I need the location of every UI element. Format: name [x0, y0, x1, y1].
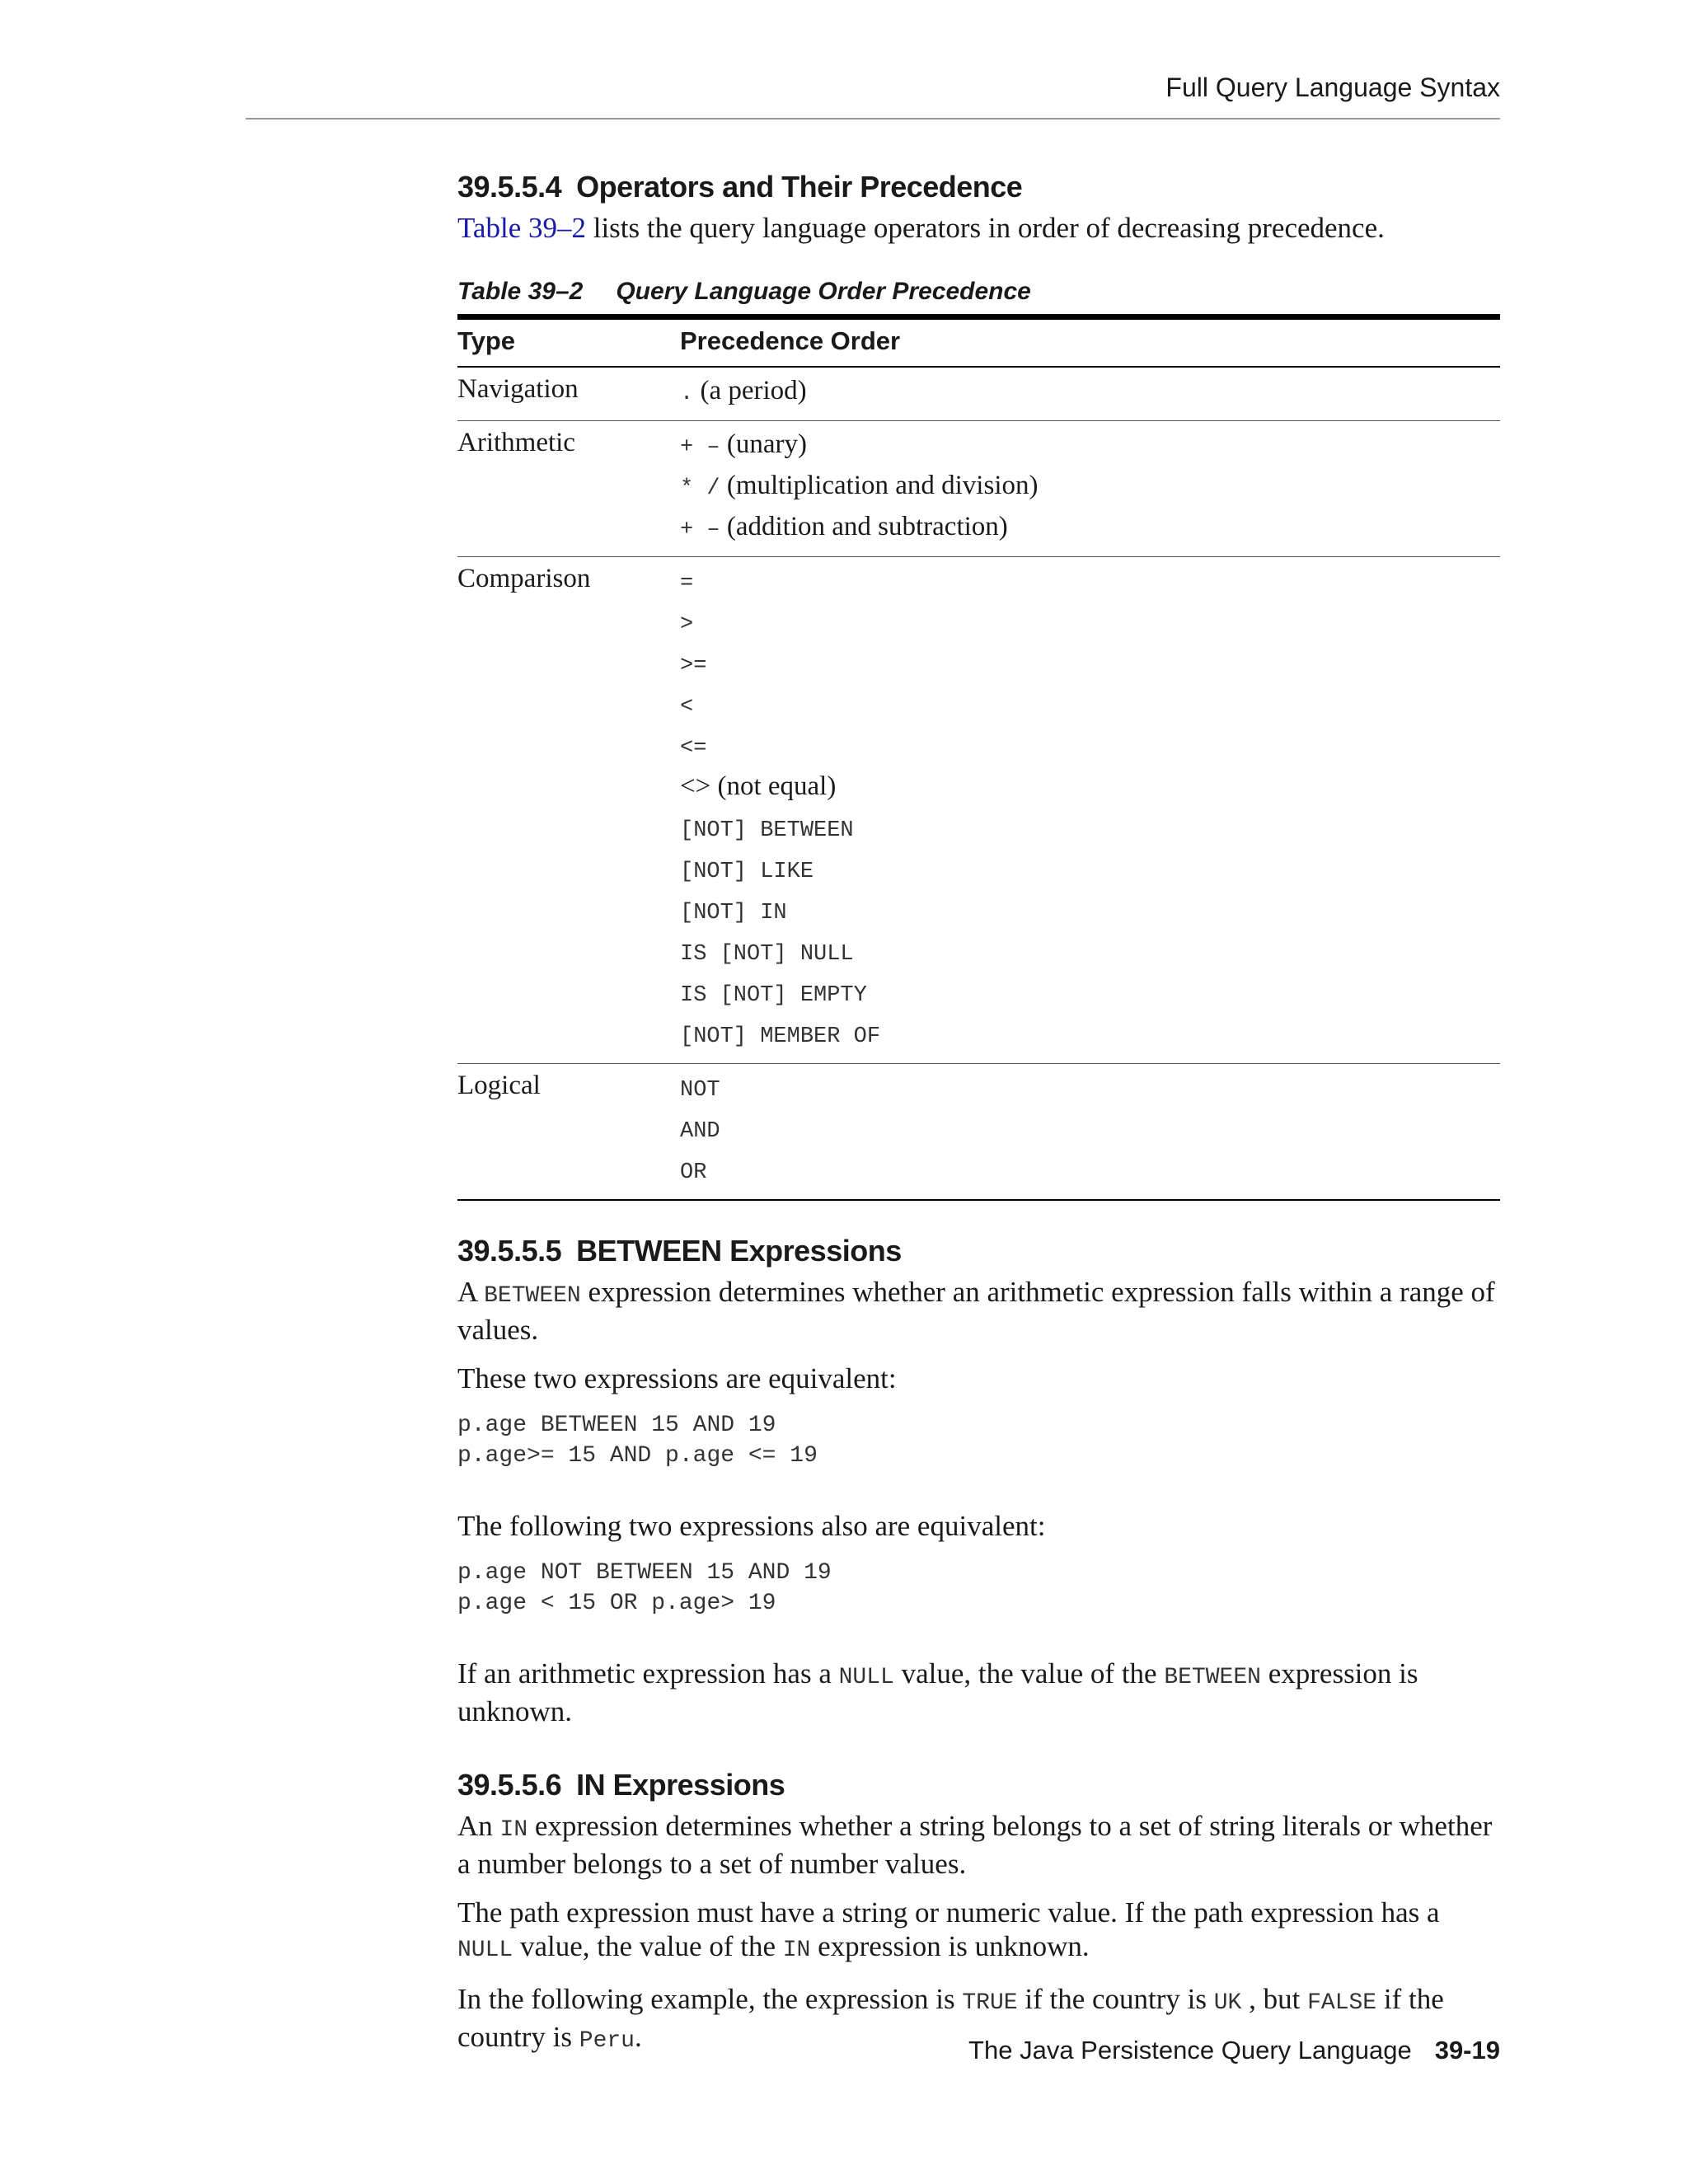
operator-entry	[680, 893, 1500, 935]
text: value, the value of the	[893, 1657, 1165, 1690]
operator-symbol: * /	[680, 476, 720, 501]
text: expression is unknown.	[457, 1657, 1418, 1727]
cell-type: Arithmetic	[457, 421, 680, 557]
between-paragraph-3: The following two expressions also are equivalent:	[457, 1510, 1046, 1542]
operator-entry	[680, 935, 1500, 976]
operators-intro	[457, 211, 1500, 245]
table-row	[457, 421, 1500, 557]
intro-text: lists the query language operators in order of decreasing precedence.	[585, 212, 1385, 244]
text: if the country is	[457, 1983, 1444, 2053]
section-number: 39.5.5.4	[457, 170, 562, 204]
operator-symbol: OR	[680, 1160, 707, 1185]
table-caption	[457, 278, 1500, 306]
operator-symbol: [NOT] MEMBER OF	[680, 1024, 881, 1049]
operator-description: (unary)	[720, 429, 807, 459]
code-example-2: p.age NOT BETWEEN 15 AND 19 p.age < 15 OR p.age> 19	[457, 1560, 832, 1616]
section-number: 39.5.5.6	[457, 1768, 562, 1802]
operator-description: (addition and subtraction)	[720, 512, 1008, 541]
between-paragraph-4	[457, 1657, 1500, 1728]
cell-precedence-order	[680, 557, 1500, 1064]
precedence-table	[457, 314, 1500, 1201]
text: if the country is	[1017, 1983, 1214, 2015]
code-example-1: p.age BETWEEN 15 AND 19 p.age>= 15 AND p.age <= 19	[457, 1413, 818, 1469]
between-paragraph-2: These two expressions are equivalent:	[457, 1362, 897, 1394]
operator-entry	[680, 1153, 1500, 1194]
text: expression is unknown.	[810, 1930, 1090, 1962]
section-number: 39.5.5.5	[457, 1234, 562, 1268]
table-link[interactable]: Table 39–2	[457, 212, 586, 244]
section-heading-operators	[457, 170, 1500, 204]
text: value, the value of the	[513, 1930, 783, 1962]
table-header-row	[457, 317, 1500, 368]
in-paragraph-2	[457, 1896, 1500, 1967]
operator-entry	[680, 605, 1500, 646]
operator-entry	[680, 976, 1500, 1017]
operator-entry	[680, 469, 1500, 510]
operator-entry	[680, 729, 1500, 770]
operator-symbol: <	[680, 695, 694, 719]
table-body	[457, 367, 1500, 1200]
operator-symbol: >=	[680, 654, 707, 678]
text: expression determines whether a string belongs to a set of string literals or whether a number belongs to a set of number values.	[457, 1810, 1493, 1880]
cell-type: Logical	[457, 1071, 541, 1100]
operator-entry	[680, 428, 1500, 469]
operator-entry	[680, 770, 1500, 811]
operator-entry	[680, 852, 1500, 893]
inline-code: NULL	[457, 1938, 513, 1963]
section-heading-in	[457, 1768, 1500, 1802]
operator-symbol: <=	[680, 736, 707, 761]
table-row	[457, 1064, 1500, 1201]
operator-symbol: + –	[680, 435, 720, 460]
page-content	[457, 170, 1500, 2073]
cell-precedence-order	[680, 1064, 1500, 1201]
inline-code: IN	[499, 1817, 528, 1843]
table-row	[457, 367, 1500, 421]
section-title: Operators and Their Precedence	[576, 170, 1023, 204]
inline-code: NULL	[838, 1665, 894, 1690]
operator-symbol: [NOT] BETWEEN	[680, 818, 854, 843]
table-caption-number: Table 39–2	[457, 278, 584, 305]
inline-code: BETWEEN	[1164, 1665, 1261, 1690]
operator-entry	[680, 1017, 1500, 1058]
operator-symbol: [NOT] IN	[680, 901, 787, 926]
cell-type: Navigation	[457, 367, 680, 421]
operator-entry	[680, 1112, 1500, 1153]
in-paragraph-1	[457, 1809, 1500, 1881]
footer-title: The Java Persistence Query Language	[968, 2036, 1412, 2064]
section-heading-between	[457, 1234, 1500, 1268]
operator-description: (a period)	[693, 376, 807, 405]
text: .	[634, 2021, 642, 2053]
operator-entry	[680, 646, 1500, 687]
operator-entry	[680, 1071, 1500, 1112]
page-number: 39-19	[1434, 2036, 1500, 2064]
inline-code: UK	[1213, 1990, 1242, 2016]
text: In the following example, the expression is	[457, 1983, 963, 2015]
operator-symbol: IS [NOT] NULL	[680, 942, 854, 967]
operator-description: (multiplication and division)	[720, 471, 1039, 500]
operator-symbol: + –	[680, 518, 720, 542]
running-head: Full Query Language Syntax	[246, 73, 1500, 120]
text: If an arithmetic expression has a	[457, 1657, 839, 1690]
section-title: BETWEEN Expressions	[576, 1234, 902, 1268]
header-precedence-order: Precedence Order	[680, 317, 1500, 368]
operator-symbol: NOT	[680, 1078, 720, 1103]
text: A	[457, 1276, 485, 1308]
cell-precedence-order	[680, 421, 1500, 557]
text: , but	[1241, 1983, 1308, 2015]
between-paragraph-1	[457, 1275, 1500, 1347]
inline-code: Peru	[579, 2028, 635, 2054]
operator-entry	[680, 811, 1500, 852]
table-caption-title: Query Language Order Precedence	[616, 278, 1031, 305]
operator-symbol: [NOT] LIKE	[680, 860, 814, 884]
operator-entry	[680, 510, 1500, 551]
operator-symbol: .	[680, 382, 694, 406]
text: An	[457, 1810, 500, 1842]
inline-code: IN	[782, 1938, 811, 1963]
operator-symbol: AND	[680, 1119, 720, 1144]
cell-type: Comparison	[457, 557, 680, 1064]
section-title: IN Expressions	[576, 1768, 785, 1802]
operator-description: <> (not equal)	[680, 771, 837, 801]
operator-symbol: =	[680, 571, 694, 596]
header-type: Type	[457, 317, 680, 368]
text: expression determines whether an arithmetic expression falls within a range of values.	[457, 1276, 1495, 1346]
operator-symbol: IS [NOT] EMPTY	[680, 983, 867, 1008]
inline-code: BETWEEN	[484, 1283, 581, 1309]
inline-code: FALSE	[1307, 1990, 1377, 2016]
text: The path expression must have a string or numeric value. If the path expression has a	[457, 1896, 1440, 1929]
operator-entry	[680, 374, 1500, 415]
operator-entry	[680, 564, 1500, 605]
operator-symbol: >	[680, 612, 694, 637]
inline-code: TRUE	[962, 1990, 1018, 2016]
table-row	[457, 557, 1500, 1064]
operator-entry	[680, 687, 1500, 729]
cell-precedence-order	[680, 367, 1500, 421]
page-footer	[246, 2036, 1500, 2065]
